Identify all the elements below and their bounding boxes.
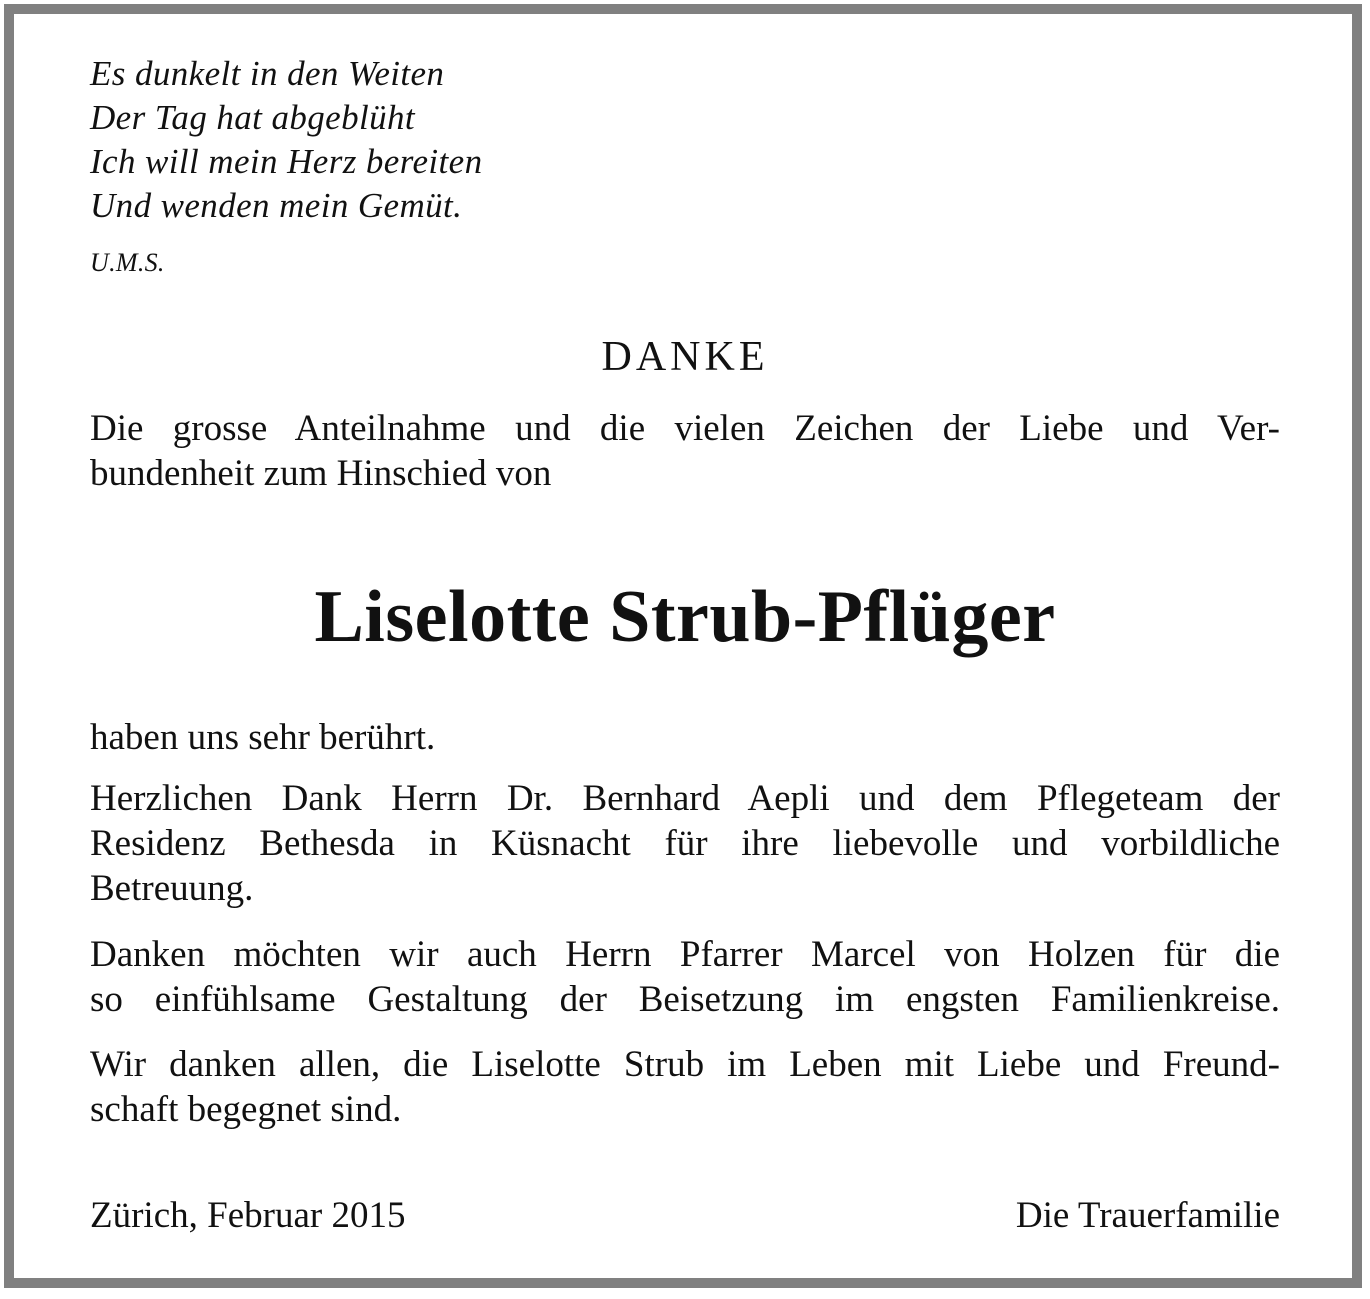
- thanks-pastor-line: so einfühlsame Gestaltung der Beisetzung im engsten Familienkreise.: [90, 979, 1280, 1020]
- poem-line: Der Tag hat abgeblüht: [90, 98, 416, 137]
- thanks-all-paragraph: [90, 1042, 1280, 1132]
- intro-line: Die grosse Anteilnahme und die vielen Zeichen der Liebe und Ver-: [90, 408, 1280, 449]
- touched-line: haben uns sehr berührt.: [90, 717, 436, 758]
- poem-line: Und wenden mein Gemüt.: [90, 186, 463, 225]
- thanks-doctor-line: Residenz Bethesda in Küsnacht für ihre liebevolle und vorbildliche: [90, 823, 1280, 864]
- thanks-pastor-line: Danken möchten wir auch Herrn Pfarrer Marcel von Holzen für die: [90, 934, 1280, 975]
- thanks-all-line: Wir danken allen, die Liselotte Strub im Leben mit Liebe und Freund-: [90, 1044, 1280, 1085]
- heading-danke: DANKE: [601, 334, 769, 380]
- touched-paragraph: [90, 715, 1280, 760]
- intro-line: bundenheit zum Hinschied von: [90, 453, 552, 494]
- poem: [90, 52, 482, 228]
- poem-line: Ich will mein Herz bereiten: [90, 142, 483, 181]
- poem-line: Es dunkelt in den Weiten: [90, 54, 445, 93]
- thanks-doctor-line: Betreuung.: [90, 868, 254, 909]
- intro-paragraph: [90, 406, 1280, 496]
- deceased-name: Liselotte Strub-Pflüger: [314, 576, 1056, 658]
- poem-initials: U.M.S.: [90, 248, 165, 277]
- thanks-all-line: schaft begegnet sind.: [90, 1089, 402, 1130]
- signature: Die Trauerfamilie: [1015, 1195, 1280, 1236]
- thanks-doctor-paragraph: [90, 776, 1280, 911]
- place-date: Zürich, Februar 2015: [90, 1195, 406, 1236]
- thanks-pastor-paragraph: [90, 932, 1280, 1022]
- thanks-doctor-line: Herzlichen Dank Herrn Dr. Bernhard Aepli und dem Pflegeteam der: [90, 778, 1280, 819]
